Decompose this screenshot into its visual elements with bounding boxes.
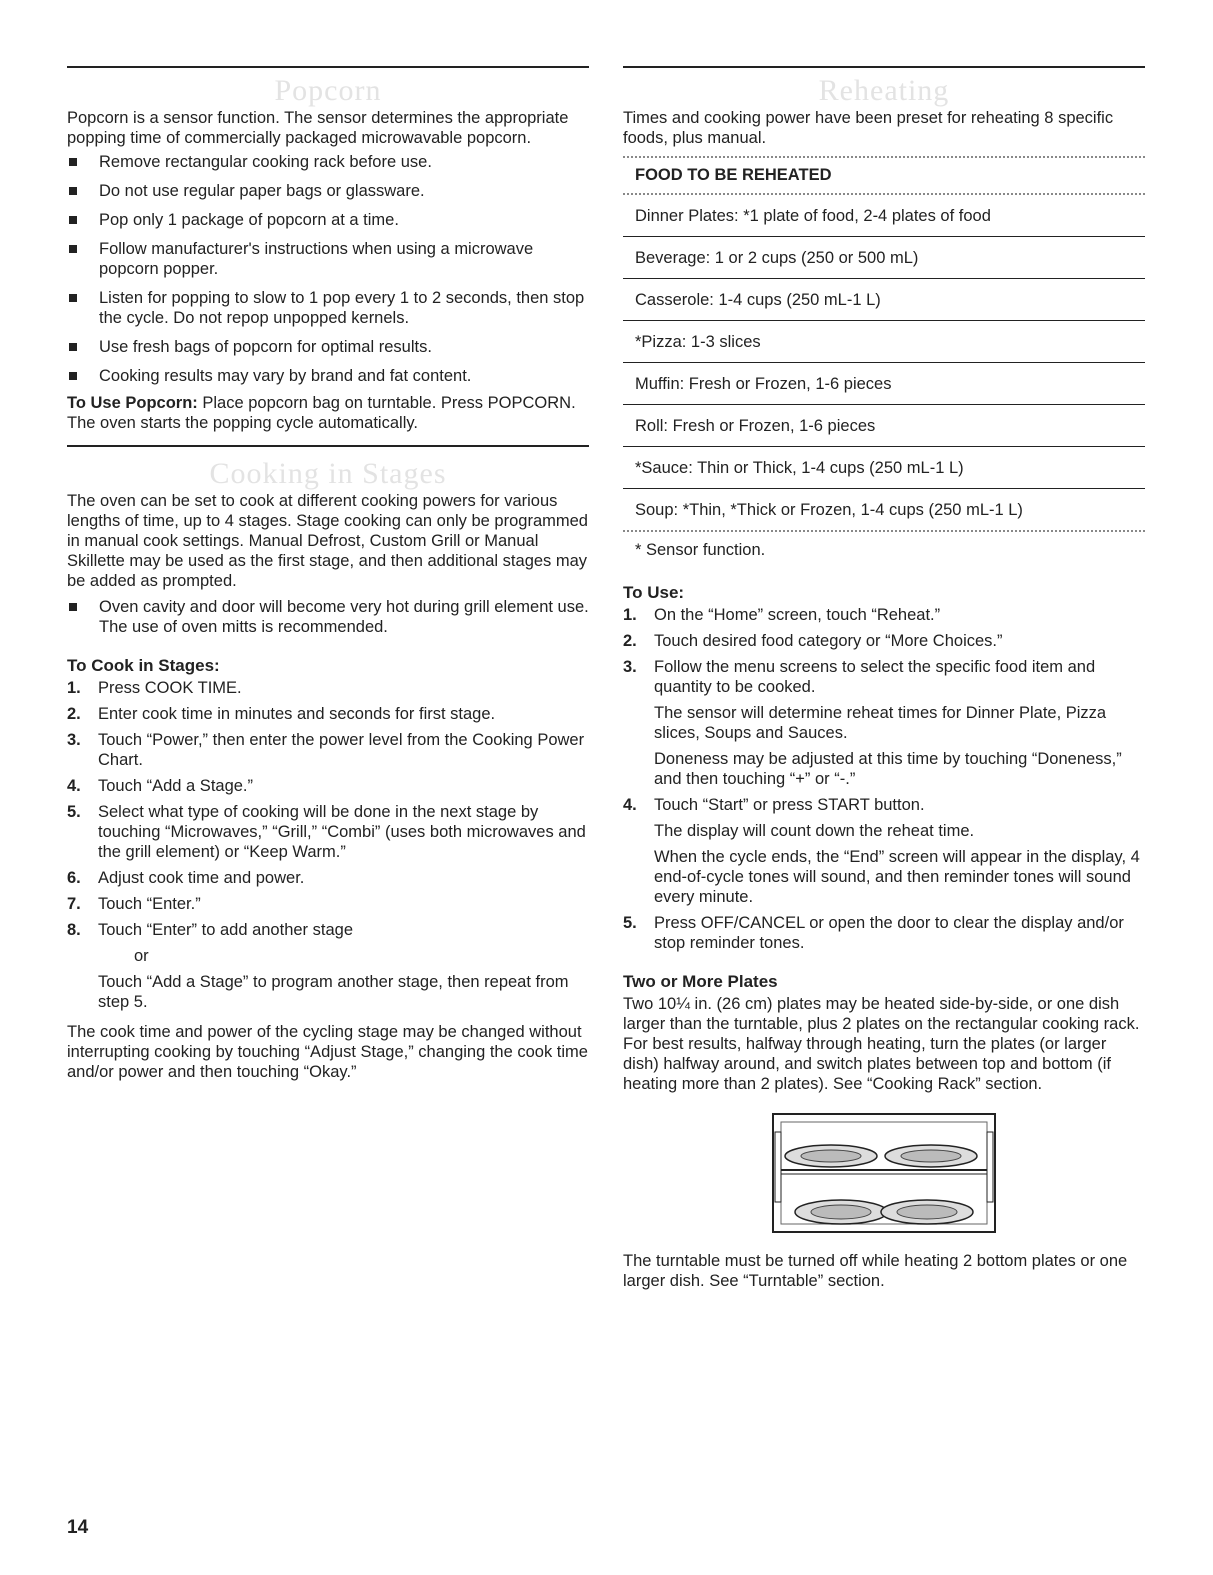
- list-item: 3. Touch “Power,” then enter the power level from the Cooking Power Chart.: [67, 731, 585, 769]
- popcorn-use-text: Place popcorn bag on turntable. Press POPCORN. The oven starts the popping cycle automatically.: [67, 394, 576, 432]
- or-text: or: [134, 947, 149, 965]
- list-item: 4. Touch “Start” or press START button. The display will count down the reheat time. When the cycle ends, the “End” screen will appear in the display, 4 end-of-cycle tones will sound, and then reminder tones will sound every minute.: [623, 796, 1140, 906]
- list-item: 2. Enter cook time in minutes and seconds for first stage.: [67, 705, 496, 723]
- stages-steps: [67, 678, 589, 940]
- table-row: Dinner Plates: *1 plate of food, 2-4 plates of food: [623, 195, 1145, 237]
- section-rule: [67, 66, 589, 68]
- food-table-header: FOOD TO BE REHEATED: [635, 166, 832, 184]
- list-item: 8. Touch “Enter” to add another stage: [67, 921, 353, 939]
- oven-plates-illustration: [771, 1112, 997, 1234]
- table-row: Beverage: 1 or 2 cups (250 or 500 mL): [623, 237, 1145, 279]
- stages-heading: To Cook in Stages:: [67, 656, 220, 675]
- plates-heading: Two or More Plates: [623, 972, 778, 991]
- list-item: Do not use regular paper bags or glassware.: [67, 181, 589, 201]
- table-row: Muffin: Fresh or Frozen, 1-6 pieces: [623, 363, 1145, 405]
- list-item: Follow manufacturer's instructions when using a microwave popcorn popper.: [67, 239, 589, 279]
- list-item: Remove rectangular cooking rack before use.: [67, 152, 589, 172]
- list-item: 2. Touch desired food category or “More Choices.”: [623, 632, 1003, 650]
- table-row: Roll: Fresh or Frozen, 1-6 pieces: [623, 405, 1145, 447]
- list-item: Listen for popping to slow to 1 pop every 1 to 2 seconds, then stop the cycle. Do not repop unpopped kernels.: [67, 288, 589, 328]
- list-item: 1. Press COOK TIME.: [67, 679, 242, 697]
- popcorn-bullets: [67, 152, 589, 386]
- list-item: 4. Touch “Add a Stage.”: [67, 777, 254, 795]
- list-item: 1. On the “Home” screen, touch “Reheat.”: [623, 606, 941, 624]
- list-item: Pop only 1 package of popcorn at a time.: [67, 210, 589, 230]
- left-column: [67, 66, 589, 1082]
- reheat-use-heading: To Use:: [623, 583, 685, 602]
- list-item: 7. Touch “Enter.”: [67, 895, 201, 913]
- stages-intro: The oven can be set to cook at different cooking powers for various lengths of time, up to 4 stages. Stage cooking can only be programmed in manual cook settings. Manual Defrost, Custom Grill or Manual Skillette may be used as the first stage, and then additional stages may be added as prompted.: [67, 492, 588, 590]
- page-number: 14: [67, 1517, 89, 1538]
- popcorn-intro: Popcorn is a sensor function. The sensor determines the appropriate popping time of commercially packaged microwavable popcorn.: [67, 109, 569, 147]
- list-item: Use fresh bags of popcorn for optimal results.: [67, 337, 589, 357]
- list-item: 5. Press OFF/CANCEL or open the door to clear the display and/or stop reminder tones.: [623, 914, 1124, 952]
- reheat-intro: Times and cooking power have been preset for reheating 8 specific foods, plus manual.: [623, 109, 1114, 147]
- table-row: *Pizza: 1-3 slices: [623, 321, 1145, 363]
- stages-title: Cooking in Stages: [209, 457, 447, 490]
- popcorn-use: [67, 393, 589, 433]
- popcorn-title: Popcorn: [274, 74, 382, 107]
- table-row: Casserole: 1-4 cups (250 mL-1 L): [623, 279, 1145, 321]
- sensor-footnote: * Sensor function.: [635, 541, 766, 559]
- reheat-title: Reheating: [818, 74, 950, 107]
- popcorn-use-label: To Use Popcorn:: [67, 394, 198, 412]
- section-rule: [623, 66, 1145, 68]
- plates-text: Two 10¼ in. (26 cm) plates may be heated side-by-side, or one dish larger than the turntable, plus 2 plates on the rectangular cooking rack. For best results, halfway through heating, turn the plates (or larger dish) halfway around, and switch plates between top and bottom (if heating more than 2 plates). See “Cooking Rack” section.: [623, 995, 1140, 1093]
- right-column: [623, 66, 1145, 1291]
- reheat-steps: [623, 605, 1145, 953]
- table-row: *Sauce: Thin or Thick, 1-4 cups (250 mL-1 L): [623, 447, 1145, 489]
- list-item: Cooking results may vary by brand and fat content.: [67, 366, 589, 386]
- stages-bullets: [67, 597, 589, 637]
- list-item: 6. Adjust cook time and power.: [67, 869, 305, 887]
- list-item: 5. Select what type of cooking will be done in the next stage by touching “Microwaves,” “Grill,” “Combi” (uses both microwaves and the grill element) or “Keep Warm.”: [67, 803, 586, 861]
- table-row: Soup: *Thin, *Thick or Frozen, 1-4 cups (250 mL-1 L): [635, 501, 1023, 519]
- turntable-text: The turntable must be turned off while heating 2 bottom plates or one larger dish. See “Turntable” section.: [623, 1252, 1128, 1290]
- stages-closing: The cook time and power of the cycling stage may be changed without interrupting cooking by touching “Adjust Stage,” changing the cook time and/or power and then touching “Okay.”: [67, 1023, 588, 1081]
- list-item: Oven cavity and door will become very hot during grill element use. The use of oven mitts is recommended.: [67, 597, 589, 637]
- list-item: 3. Follow the menu screens to select the specific food item and quantity to be cooked. The sensor will determine reheat times for Dinner Plate, Pizza slices, Soups and Sauces. Doneness may be adjusted at this time by touching “Doneness,” and then touching “+” or “-.”: [623, 658, 1122, 788]
- step8-alt: Touch “Add a Stage” to program another stage, then repeat from step 5.: [98, 973, 569, 1011]
- section-rule: [67, 445, 589, 447]
- food-table: [623, 195, 1145, 530]
